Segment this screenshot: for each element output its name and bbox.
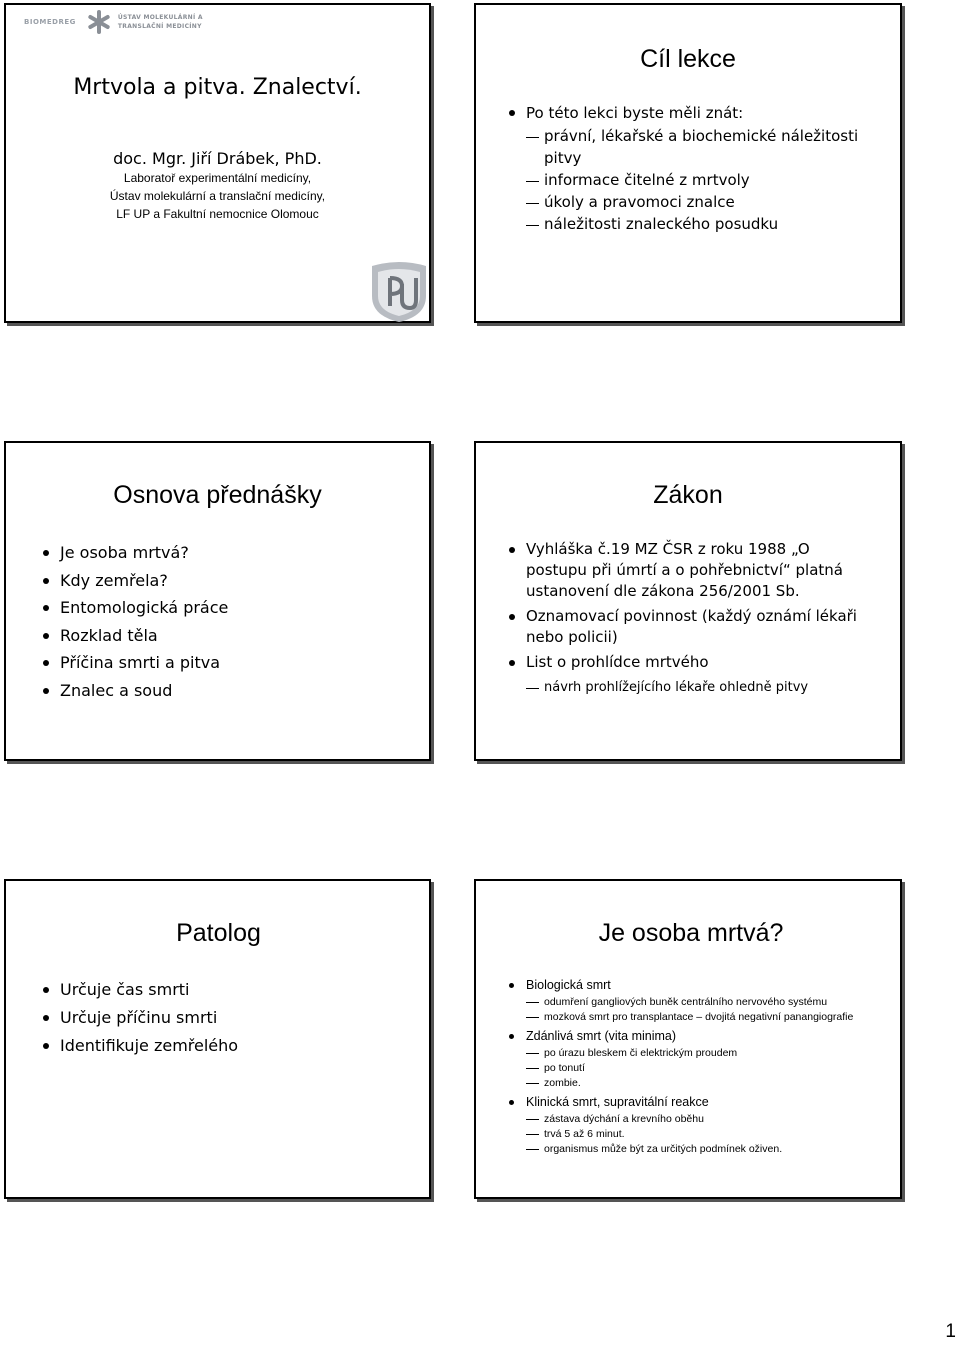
bullet-item: Znalec a soud <box>38 677 418 705</box>
sub-bullet-item: informace čitelné z mrtvoly <box>504 169 884 191</box>
slide-header <box>6 5 429 39</box>
bullet-item: Oznamovací povinnost (každý oznámí lékaři nebo policii) <box>504 606 874 648</box>
bullet-item: Identifikuje zemřelého <box>38 1032 418 1060</box>
affiliation-line: LF UP a Fakultní nemocnice Olomouc <box>116 207 319 221</box>
sub-bullet-item: organismus může být za určitých podmínek oživen. <box>504 1142 884 1156</box>
bullet-item: Zdánlivá smrt (vita minima) <box>504 1028 884 1045</box>
sub-bullet-item: odumření gangliových buněk centrálního nervového systému <box>504 995 884 1009</box>
slide-title: Je osoba mrtvá? <box>598 919 784 947</box>
sub-bullet-item: zombie. <box>504 1076 884 1090</box>
affiliation-line: Ústav molekulární a translační medicíny, <box>109 189 326 203</box>
affiliation <box>6 169 429 223</box>
affiliation-line: Laboratoř experimentální medicíny, <box>123 171 312 185</box>
lecture-title: Mrtvola a pitva. Znalectví. <box>73 75 362 100</box>
bullet-item: Rozklad těla <box>38 622 418 650</box>
slide-is-person-dead <box>474 879 902 1199</box>
page-number: 1 <box>945 1321 956 1342</box>
slide-outline <box>4 441 431 761</box>
slide-pathologist <box>4 879 431 1199</box>
bullet-list <box>38 976 418 1060</box>
bullet-item: Kdy zemřela? <box>38 567 418 595</box>
slide-lesson-goal <box>474 3 902 323</box>
author-name: doc. Mgr. Jiří Drábek, PhD. <box>113 149 322 168</box>
slide-law <box>474 441 902 761</box>
bullet-item: Příčina smrti a pitva <box>38 649 418 677</box>
bullet-item: Entomologická práce <box>38 594 418 622</box>
slide-title: Cíl lekce <box>640 45 736 73</box>
sub-bullet-item: mozková smrt pro transplantace – dvojitá negativní panangiografie <box>504 1010 884 1024</box>
bullet-item: List o prohlídce mrtvého <box>504 652 874 673</box>
sub-bullet-item: návrh prohlížejícího lékaře ohledně pitvy <box>504 677 874 699</box>
sub-bullet-item: náležitosti znaleckého posudku <box>504 213 884 235</box>
slide-title: Patolog <box>176 919 261 947</box>
bullet-list <box>504 101 884 235</box>
bullet-item: Určuje čas smrti <box>38 976 418 1004</box>
bullet-item: Biologická smrt <box>504 977 884 994</box>
biomedreg-star-icon <box>86 9 112 35</box>
sub-bullet-item: po tonutí <box>504 1061 884 1075</box>
institute-name-line1: ÚSTAV MOLEKULÁRNÍ A <box>117 14 203 21</box>
sub-bullet-item: po úrazu bleskem či elektrickým proudem <box>504 1046 884 1060</box>
bullet-item: Klinická smrt, supravitální reakce <box>504 1094 884 1111</box>
bullet-list <box>504 539 874 699</box>
sub-bullet-item: trvá 5 až 6 minut. <box>504 1127 884 1141</box>
institute-name-line2: TRANSLAČNÍ MEDICÍNY <box>117 23 202 30</box>
up-logo <box>368 260 430 324</box>
bullet-list <box>38 539 418 704</box>
bullet-list <box>504 975 884 1156</box>
bullet-item: Vyhláška č.19 MZ ČSR z roku 1988 „O postupu při úmrtí a o pohřebnictví“ platná ustanovení dle zákona 256/2001 Sb. <box>504 539 874 602</box>
sub-bullet-item: právní, lékařské a biochemické náležitosti pitvy <box>504 125 884 169</box>
sub-bullet-item: zástava dýchání a krevního oběhu <box>504 1112 884 1126</box>
sub-bullet-item: úkoly a pravomoci znalce <box>504 191 884 213</box>
slide-title-page <box>4 3 431 323</box>
bullet-item: Je osoba mrtvá? <box>38 539 418 567</box>
bullet-item: Po této lekci byste měli znát: <box>504 101 884 125</box>
biomedreg-logo: BIOMEDREG <box>24 18 76 26</box>
slide-title: Zákon <box>653 481 723 509</box>
bullet-item: Určuje příčinu smrti <box>38 1004 418 1032</box>
slide-title: Osnova přednášky <box>113 481 322 509</box>
institute-name <box>118 13 203 31</box>
